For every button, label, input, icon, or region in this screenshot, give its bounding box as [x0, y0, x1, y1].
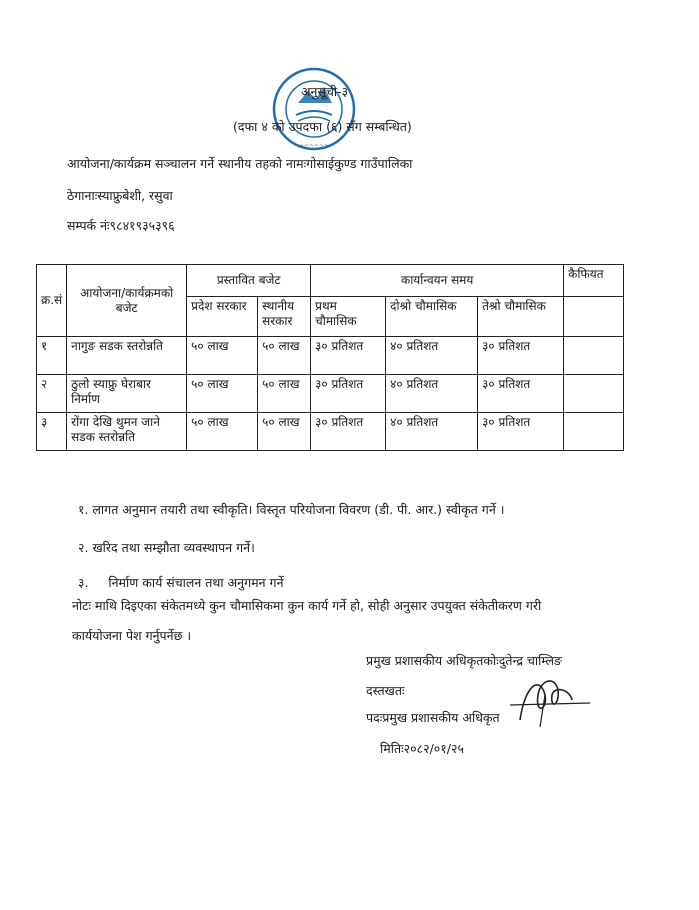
step-2: २. खरिद तथा सम्झौता व्यवस्थापन गर्ने।	[78, 540, 255, 555]
header-province: प्रदेश सरकार	[187, 297, 258, 337]
row-q3: ३० प्रतिशत	[478, 413, 564, 451]
local-level-line: आयोजना/कार्यक्रम सञ्चालन गर्ने स्थानीय तहको नामःगोसाईकुण्ड गाउँपालिका	[67, 156, 413, 171]
table-row	[37, 375, 624, 413]
header-local: स्थानीय सरकार	[258, 297, 311, 337]
row-sn: १	[37, 337, 67, 375]
row-province-budget: ५० लाख	[187, 337, 258, 375]
step-1: १. लागत अनुमान तयारी तथा स्वीकृति। विस्तृत परियोजना विवरण (डी. पी. आर.) स्वीकृत गर्ने ।	[78, 502, 505, 517]
section-reference: (दफा ४ को उपदफा (६) सँग सम्बन्धित)	[233, 119, 412, 134]
row-local-budget: ५० लाख	[258, 375, 311, 413]
signature-label: दस्तखतः	[366, 683, 405, 698]
header-project: आयोजना/कार्यक्रमको बजेट	[67, 265, 187, 337]
row-sn: २	[37, 375, 67, 413]
header-remarks: कैफियत	[564, 265, 624, 297]
row-local-budget: ५० लाख	[258, 413, 311, 451]
row-q3: ३० प्रतिशत	[478, 337, 564, 375]
row-q2: ४० प्रतिशत	[386, 375, 478, 413]
header-proposed-budget: प्रस्तावित बजेट	[187, 265, 311, 297]
row-q1: ३० प्रतिशत	[311, 337, 386, 375]
header-implementation-time: कार्यान्वयन समय	[311, 265, 564, 297]
row-project: रोंगा देखि थुमन जाने सडक स्तरोन्नति	[67, 413, 187, 451]
row-project: नागुङ सडक स्तरोन्नति	[67, 337, 187, 375]
header-q3: तेश्रो चौमासिक	[478, 297, 564, 337]
row-q3: ३० प्रतिशत	[478, 375, 564, 413]
row-sn: ३	[37, 413, 67, 451]
row-project: ठुलो स्याफ्रु घेराबार निर्माण	[67, 375, 187, 413]
note-line-2: कार्ययोजना पेश गर्नुपर्नेछ ।	[72, 628, 192, 643]
header-remarks-blank	[564, 297, 624, 337]
header-q1: प्रथम चौमासिक	[311, 297, 386, 337]
designation-line: पदःप्रमुख प्रशासकीय अधिकृत	[366, 710, 500, 725]
municipality-seal	[268, 63, 360, 155]
row-q2: ४० प्रतिशत	[386, 413, 478, 451]
row-q2: ४० प्रतिशत	[386, 337, 478, 375]
step-3: ३. निर्माण कार्य संचालन तथा अनुगमन गर्ने	[78, 575, 284, 590]
officer-line: प्रमुख प्रशासकीय अधिकृतकोःदुतेन्द्र चाम्लिङ	[366, 653, 562, 668]
annex-title: अनुसूची-३	[301, 84, 349, 99]
handwritten-signature	[500, 665, 595, 735]
row-remarks	[564, 337, 624, 375]
row-remarks	[564, 375, 624, 413]
header-q2: दोश्रो चौमासिक	[386, 297, 478, 337]
note-line-1: नोटः माथि दिइएका संकेतमध्ये कुन चौमासिकमा कुन कार्य गर्ने हो, सोही अनुसार उपयुक्त संकेतीकरण गरी	[72, 598, 542, 613]
row-q1: ३० प्रतिशत	[311, 375, 386, 413]
row-province-budget: ५० लाख	[187, 375, 258, 413]
header-sn: क्र.सं	[37, 265, 67, 337]
contact-line: सम्पर्क नंः९८४१९३५३९६	[67, 218, 175, 233]
table-row	[37, 413, 624, 451]
table-header-row	[37, 265, 624, 297]
table-row	[37, 337, 624, 375]
address-line: ठेगानाःस्याफ्रुबेशी, रसुवा	[67, 188, 173, 203]
row-local-budget: ५० लाख	[258, 337, 311, 375]
date-line: मितिः२०८२/०१/२५	[380, 741, 465, 756]
workplan-table	[36, 264, 624, 451]
row-remarks	[564, 413, 624, 451]
row-province-budget: ५० लाख	[187, 413, 258, 451]
svg-text:~~~~~~~~: ~~~~~~~~	[293, 142, 335, 149]
row-q1: ३० प्रतिशत	[311, 413, 386, 451]
